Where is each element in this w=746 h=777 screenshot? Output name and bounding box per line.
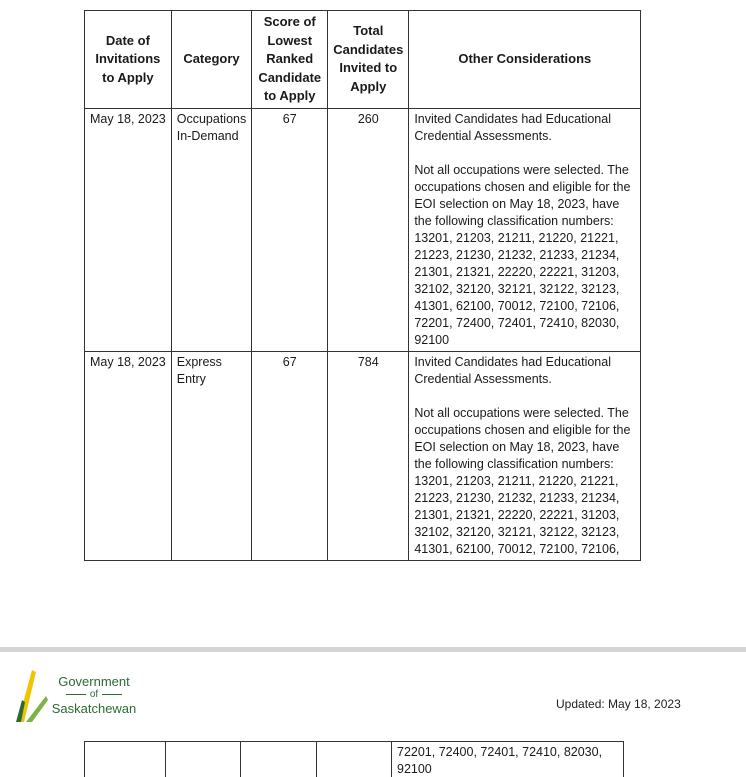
other-ecas-note: Invited Candidates had Educational Credential Assessments. — [414, 354, 611, 386]
row-category: Express Entry — [171, 351, 251, 560]
row-total — [317, 742, 392, 777]
logo-wordmark — [44, 674, 144, 716]
invitations-table-continued — [84, 741, 624, 777]
table-header-row — [85, 11, 641, 109]
header-total: Total Candidates Invited to Apply — [328, 11, 409, 109]
table-row — [85, 108, 641, 351]
other-occupations-note: Not all occupations were selected. The occupations chosen and eligible for the EOI selection on May 18, 2023, have the following classification numbers: 13201, 21203, 21211, 21220, 21221, 21223, 21230, 21232, 21233, 21234, 21301, 21321, 22220, 22221, 31203, 32102, 32120, 32121, 32122, 32123, 41301, 62100, 70012, 72100, 72106, — [414, 405, 631, 556]
table-row — [85, 351, 641, 560]
row-total: 260 — [328, 108, 409, 351]
logo-text-of: of — [44, 689, 144, 701]
header-score: Score of Lowest Ranked Candidate to Apply — [252, 11, 328, 109]
row-score: 67 — [252, 351, 328, 560]
logo-text-saskatchewan: Saskatchewan — [51, 701, 137, 716]
invitations-table — [84, 10, 641, 561]
header-category: Category — [171, 11, 251, 109]
row-date: May 18, 2023 — [85, 108, 172, 351]
other-ecas-note: Invited Candidates had Educational Credential Assessments. — [414, 111, 611, 143]
row-category: Occupations In-Demand — [171, 108, 251, 351]
row-date: May 18, 2023 — [85, 351, 172, 560]
row-other — [409, 351, 641, 560]
page-1-footer-and-page-2 — [0, 652, 746, 777]
other-occupations-note: Not all occupations were selected. The occupations chosen and eligible for the EOI selection on May 18, 2023, have the following classification numbers: 13201, 21203, 21211, 21220, 21221, 21223, 21230, 21232, 21233, 21234, 21301, 21321, 22220, 22221, 31203, 32102, 32120, 32121, 32122, 32123, 41301, 62100, 70012, 72100, 72106, 72201, 72400, 72401, 72410, 82030, 92100 — [414, 162, 631, 347]
row-score — [241, 742, 317, 777]
logo-text-government: Government — [58, 674, 130, 689]
header-other: Other Considerations — [409, 11, 641, 109]
row-other — [409, 108, 641, 351]
row-total: 784 — [328, 351, 409, 560]
row-other: 72201, 72400, 72401, 72410, 82030, 92100 — [392, 742, 624, 777]
updated-date: Updated: May 18, 2023 — [556, 697, 681, 711]
table-row — [85, 742, 624, 777]
row-score: 67 — [252, 108, 328, 351]
row-date — [85, 742, 166, 777]
header-date: Date of Invitations to Apply — [85, 11, 172, 109]
row-category — [166, 742, 241, 777]
